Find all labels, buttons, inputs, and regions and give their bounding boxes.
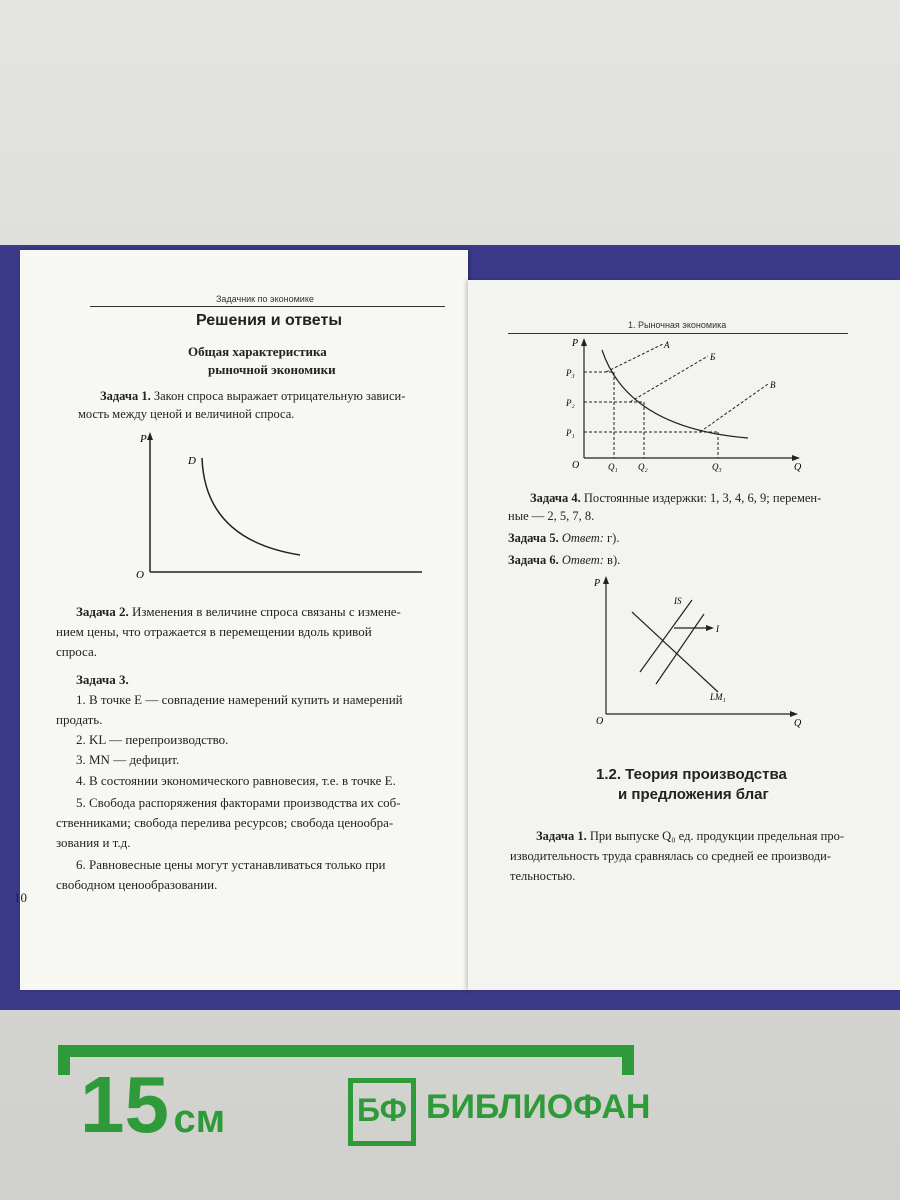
task1-line1 — [536, 826, 844, 846]
task3-item: свободном ценообразовании. — [56, 877, 218, 892]
is-curve-shifted — [656, 614, 704, 684]
left-page — [14, 250, 468, 990]
right-page — [468, 280, 900, 990]
answer-label: Ответ: — [558, 531, 604, 545]
section-title: Решения и ответы — [196, 312, 342, 329]
task2-label: Задача 2. — [76, 604, 129, 619]
task1-line1 — [100, 386, 405, 406]
line-label: B — [770, 380, 776, 390]
p-axis-arrow — [603, 576, 609, 584]
demand-curve-label: D — [188, 455, 196, 467]
task4-line1 — [530, 488, 821, 508]
origin-label: O — [596, 716, 604, 727]
task3-item: 6. Равновесные цены могут устанавливаться только при — [76, 857, 386, 872]
subsection-title-2: рыночной экономики — [208, 362, 336, 377]
task3-item: 1. В точке E — совпадение намерений купить и намерений — [76, 692, 403, 707]
i-label: I — [716, 624, 719, 634]
p-axis-arrow — [581, 338, 587, 346]
task3-item: 5. Свобода распоряжения факторами производства их соб- — [76, 795, 401, 810]
price-graph — [558, 338, 808, 473]
task1-line2: мость между ценой и величиной спроса. — [78, 407, 295, 421]
price-label: P₂ — [566, 398, 575, 408]
task3-item: 3. MN — дефицит. — [76, 752, 180, 767]
shift-arrow-head — [706, 625, 714, 631]
origin-label: O — [136, 569, 144, 580]
task3-item: зования и т.д. — [56, 835, 131, 850]
task1-label: Задача 1. — [536, 829, 587, 843]
p-axis-label: P — [140, 433, 147, 445]
answer-value: в). — [603, 553, 621, 567]
qty-label: Q₃ — [712, 462, 722, 472]
task2-line1 — [76, 602, 401, 622]
price-label: P₁ — [566, 428, 575, 438]
q-axis-label: Q — [794, 462, 802, 473]
qty-label: Q₂ — [638, 462, 648, 472]
q-axis-arrow — [792, 455, 800, 461]
demand-curve — [202, 458, 300, 555]
running-head: Задачник по экономике — [216, 294, 314, 304]
answer-label: Ответ: — [558, 553, 604, 567]
line-label: Б — [710, 352, 716, 362]
demand-curve — [602, 350, 748, 438]
task4-label: Задача 4. — [530, 491, 581, 505]
task3-item: 2. KL — перепроизводство. — [76, 732, 229, 747]
task2-line2: нием цены, что отражается в перемещении вдоль кривой — [56, 624, 372, 639]
origin-label: O — [572, 460, 580, 471]
running-head: 1. Рыночная экономика — [628, 320, 727, 330]
lm-label: LM₁ — [710, 692, 726, 702]
line-label: A — [664, 340, 670, 350]
line-a — [606, 344, 663, 372]
task5 — [508, 528, 619, 548]
ruler-label — [80, 1060, 225, 1150]
task1-text: При выпуске Q₀ ед. продукции предельная про- — [586, 829, 845, 843]
p-axis-arrow — [147, 432, 153, 440]
task5-label: Задача 5. — [508, 531, 559, 545]
header-rule — [90, 306, 445, 307]
task1-label: Задача 1. — [100, 389, 151, 403]
p-axis-label: P — [572, 338, 579, 349]
ruler-unit: см — [173, 1097, 226, 1141]
header-rule — [508, 333, 848, 334]
brand-name: БИБЛИОФАН — [426, 1088, 651, 1126]
price-label: P₃ — [566, 368, 575, 378]
section-title-1: 1.2. Теория производства — [596, 766, 787, 783]
task6-label: Задача 6. — [508, 553, 559, 567]
task3-item: 4. В состоянии экономического равновесия, т.е. в точке E. — [76, 773, 396, 788]
task3-item: продать. — [56, 712, 103, 727]
task4-text: Постоянные издержки: 1, 3, 4, 6, 9; перемен- — [580, 491, 822, 505]
task4-line2: ные — 2, 5, 7, 8. — [508, 509, 595, 523]
answer-value: г). — [603, 531, 620, 545]
task6 — [508, 550, 620, 570]
brand-logo: БФ — [348, 1078, 416, 1146]
section-title-2: и предложения благ — [618, 786, 769, 803]
demand-graph — [130, 430, 430, 580]
q-axis-arrow — [790, 711, 798, 717]
subsection-title-1: Общая характеристика — [188, 344, 327, 359]
task2-line3: спроса. — [56, 644, 97, 659]
line-b — [630, 356, 708, 402]
qty-label: Q₁ — [608, 462, 618, 472]
is-lm-graph — [588, 576, 808, 728]
task1-text: Закон спроса выражает отрицательную зависи- — [150, 389, 406, 403]
task1-line2: изводительность труда сравнялась со средней ее производи- — [510, 849, 831, 863]
q-axis-label: Q — [794, 718, 802, 728]
page-number: 10 — [14, 890, 27, 905]
task1-line3: тельностью. — [510, 869, 576, 883]
task3-label: Задача 3. — [76, 672, 129, 687]
p-axis-label: P — [594, 578, 601, 589]
task2-text: Изменения в величине спроса связаны с измене- — [128, 604, 401, 619]
is-label: IS — [674, 596, 682, 606]
ruler-value: 15 — [80, 1060, 169, 1149]
task3-item: ственниками; свобода перелива ресурсов; свобода ценообра- — [56, 815, 394, 830]
line-v — [700, 384, 768, 432]
